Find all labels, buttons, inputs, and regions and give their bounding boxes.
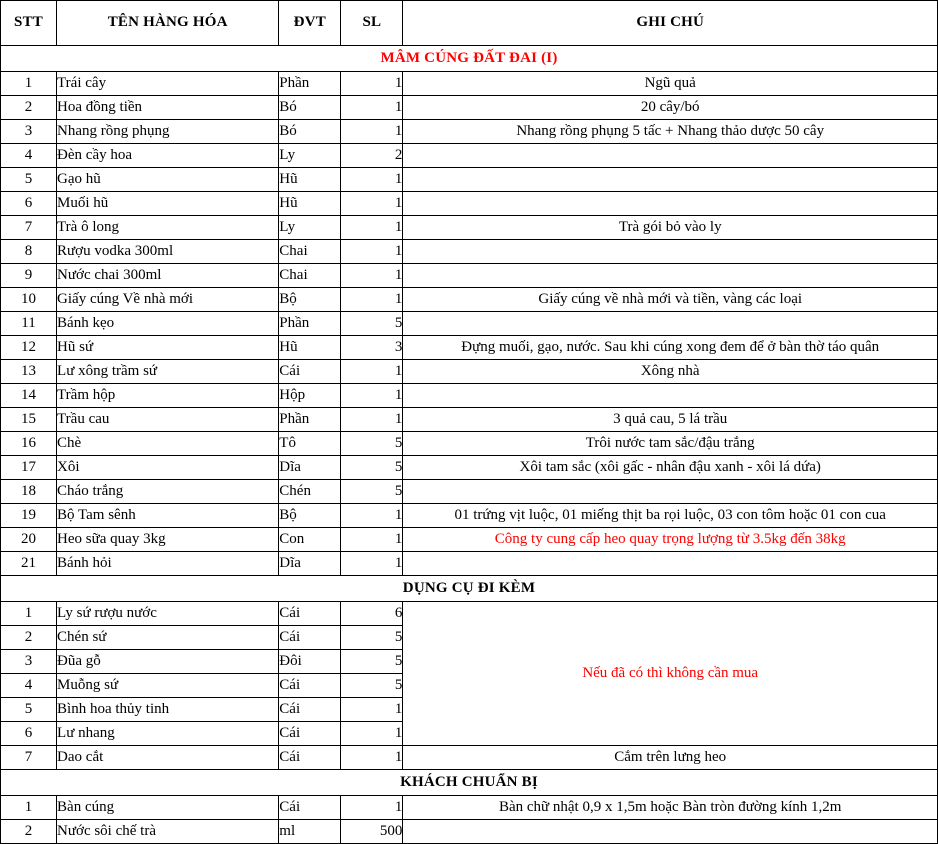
table-row [1, 746, 938, 770]
column-header-name: TÊN HÀNG HÓA [57, 1, 279, 46]
cell-dvt: Cái [279, 360, 341, 384]
cell-sl: 1 [341, 384, 403, 408]
cell-name: Trầm hộp [57, 384, 279, 408]
cell-name: Dao cắt [57, 746, 279, 770]
table-row [1, 456, 938, 480]
cell-stt: 6 [1, 192, 57, 216]
cell-dvt: Cái [279, 698, 341, 722]
cell-dvt: Bó [279, 120, 341, 144]
cell-note [403, 168, 938, 192]
cell-dvt: Cái [279, 602, 341, 626]
cell-sl: 1 [341, 96, 403, 120]
cell-dvt: Ly [279, 144, 341, 168]
cell-stt: 16 [1, 432, 57, 456]
table-row [1, 216, 938, 240]
cell-name: Đèn cầy hoa [57, 144, 279, 168]
cell-dvt: Cái [279, 626, 341, 650]
cell-sl: 1 [341, 120, 403, 144]
cell-name: Bộ Tam sênh [57, 504, 279, 528]
cell-stt: 20 [1, 528, 57, 552]
cell-stt: 17 [1, 456, 57, 480]
section-title-row [1, 576, 938, 602]
cell-stt: 7 [1, 746, 57, 770]
cell-sl: 1 [341, 698, 403, 722]
cell-note: Bàn chữ nhật 0,9 x 1,5m hoặc Bàn tròn đường kính 1,2m [403, 796, 938, 820]
cell-sl: 1 [341, 216, 403, 240]
cell-stt: 4 [1, 144, 57, 168]
table-row [1, 144, 938, 168]
table-row [1, 288, 938, 312]
cell-note [403, 240, 938, 264]
cell-sl: 500 [341, 820, 403, 844]
table-row [1, 820, 938, 844]
cell-stt: 13 [1, 360, 57, 384]
cell-dvt: Hũ [279, 192, 341, 216]
cell-dvt: Cái [279, 796, 341, 820]
table-body [1, 46, 938, 844]
cell-sl: 1 [341, 264, 403, 288]
table-row [1, 432, 938, 456]
cell-name: Hoa đồng tiền [57, 96, 279, 120]
cell-stt: 19 [1, 504, 57, 528]
cell-note: Ngũ quả [403, 72, 938, 96]
table-row [1, 312, 938, 336]
cell-dvt: Phần [279, 408, 341, 432]
table-row [1, 192, 938, 216]
cell-name: Bánh hỏi [57, 552, 279, 576]
table-row [1, 96, 938, 120]
cell-sl: 3 [341, 336, 403, 360]
cell-sl: 1 [341, 504, 403, 528]
cell-dvt: Phần [279, 312, 341, 336]
table-row [1, 796, 938, 820]
cell-sl: 5 [341, 626, 403, 650]
section-title-row [1, 770, 938, 796]
cell-name: Nước chai 300ml [57, 264, 279, 288]
cell-dvt: Bó [279, 96, 341, 120]
cell-name: Bánh kẹo [57, 312, 279, 336]
cell-dvt: Dĩa [279, 552, 341, 576]
cell-note: Trôi nước tam sắc/đậu trắng [403, 432, 938, 456]
cell-note [403, 820, 938, 844]
cell-sl: 1 [341, 168, 403, 192]
cell-name: Muối hũ [57, 192, 279, 216]
cell-stt: 7 [1, 216, 57, 240]
cell-name: Muỗng sứ [57, 674, 279, 698]
cell-dvt: Hũ [279, 168, 341, 192]
table-row [1, 528, 938, 552]
cell-note: Xôi tam sắc (xôi gấc - nhân đậu xanh - xôi lá dứa) [403, 456, 938, 480]
cell-dvt: Dĩa [279, 456, 341, 480]
cell-sl: 1 [341, 360, 403, 384]
cell-note: 01 trứng vịt luộc, 01 miếng thịt ba rọi luộc, 03 con tôm hoặc 01 con cua [403, 504, 938, 528]
cell-stt: 1 [1, 602, 57, 626]
cell-dvt: Bộ [279, 288, 341, 312]
cell-sl: 5 [341, 432, 403, 456]
column-header-sl: SL [341, 1, 403, 46]
cell-note: Công ty cung cấp heo quay trọng lượng từ 3.5kg đến 38kg [403, 528, 938, 552]
cell-name: Rượu vodka 300ml [57, 240, 279, 264]
cell-sl: 5 [341, 674, 403, 698]
cell-stt: 1 [1, 72, 57, 96]
cell-sl: 5 [341, 480, 403, 504]
cell-name: Nhang rồng phụng [57, 120, 279, 144]
table-row [1, 408, 938, 432]
cell-note: Trà gói bỏ vào ly [403, 216, 938, 240]
cell-note-merged: Nếu đã có thì không cần mua [403, 602, 938, 746]
cell-dvt: Chai [279, 240, 341, 264]
cell-dvt: Chén [279, 480, 341, 504]
cell-name: Nước sôi chế trà [57, 820, 279, 844]
cell-dvt: Hũ [279, 336, 341, 360]
column-header-note: GHI CHÚ [403, 1, 938, 46]
table-row [1, 360, 938, 384]
cell-sl: 1 [341, 408, 403, 432]
table-row [1, 336, 938, 360]
cell-stt: 18 [1, 480, 57, 504]
table-header [1, 1, 938, 46]
cell-stt: 8 [1, 240, 57, 264]
cell-sl: 1 [341, 288, 403, 312]
cell-dvt: Chai [279, 264, 341, 288]
cell-stt: 14 [1, 384, 57, 408]
cell-name: Gạo hũ [57, 168, 279, 192]
section-title: DỤNG CỤ ĐI KÈM [1, 576, 938, 602]
cell-sl: 1 [341, 552, 403, 576]
table-row [1, 480, 938, 504]
cell-dvt: Phần [279, 72, 341, 96]
table-row [1, 384, 938, 408]
cell-dvt: Con [279, 528, 341, 552]
cell-stt: 15 [1, 408, 57, 432]
cell-note: Xông nhà [403, 360, 938, 384]
cell-stt: 11 [1, 312, 57, 336]
cell-dvt: Cái [279, 722, 341, 746]
cell-stt: 5 [1, 168, 57, 192]
cell-note [403, 552, 938, 576]
cell-note [403, 264, 938, 288]
cell-stt: 5 [1, 698, 57, 722]
cell-note [403, 192, 938, 216]
table-row [1, 504, 938, 528]
cell-note: 20 cây/bó [403, 96, 938, 120]
cell-dvt: Cái [279, 746, 341, 770]
cell-stt: 10 [1, 288, 57, 312]
cell-sl: 2 [341, 144, 403, 168]
cell-sl: 1 [341, 746, 403, 770]
table-row [1, 72, 938, 96]
cell-note: Nhang rồng phụng 5 tấc + Nhang thảo dược 50 cây [403, 120, 938, 144]
cell-name: Đũa gỗ [57, 650, 279, 674]
table-row [1, 120, 938, 144]
column-header-dvt: ĐVT [279, 1, 341, 46]
table-row [1, 240, 938, 264]
cell-name: Trái cây [57, 72, 279, 96]
cell-dvt: Ly [279, 216, 341, 240]
cell-note: 3 quả cau, 5 lá trầu [403, 408, 938, 432]
cell-note [403, 144, 938, 168]
cell-dvt: Cái [279, 674, 341, 698]
cell-stt: 4 [1, 674, 57, 698]
cell-stt: 12 [1, 336, 57, 360]
cell-sl: 5 [341, 456, 403, 480]
cell-note [403, 480, 938, 504]
cell-stt: 2 [1, 820, 57, 844]
cell-name: Lư nhang [57, 722, 279, 746]
cell-name: Giấy cúng Về nhà mới [57, 288, 279, 312]
cell-name: Chè [57, 432, 279, 456]
cell-stt: 3 [1, 650, 57, 674]
cell-stt: 21 [1, 552, 57, 576]
column-header-stt: STT [1, 1, 57, 46]
cell-sl: 6 [341, 602, 403, 626]
cell-sl: 1 [341, 528, 403, 552]
cell-sl: 5 [341, 650, 403, 674]
cell-stt: 3 [1, 120, 57, 144]
cell-name: Ly sứ rượu nước [57, 602, 279, 626]
table-row [1, 602, 938, 626]
cell-name: Trầu cau [57, 408, 279, 432]
cell-stt: 2 [1, 96, 57, 120]
section-title: KHÁCH CHUẨN BỊ [1, 770, 938, 796]
section-title: MÂM CÚNG ĐẤT ĐAI (I) [1, 46, 938, 72]
cell-name: Lư xông trầm sứ [57, 360, 279, 384]
cell-sl: 1 [341, 72, 403, 96]
table-header-row [1, 1, 938, 46]
cell-dvt: Bộ [279, 504, 341, 528]
cell-name: Trà ô long [57, 216, 279, 240]
cell-sl: 1 [341, 240, 403, 264]
cell-note [403, 312, 938, 336]
cell-name: Bàn cúng [57, 796, 279, 820]
cell-sl: 1 [341, 192, 403, 216]
cell-name: Hũ sứ [57, 336, 279, 360]
cell-stt: 2 [1, 626, 57, 650]
cell-note: Cắm trên lưng heo [403, 746, 938, 770]
cell-note: Giấy cúng về nhà mới và tiền, vàng các loại [403, 288, 938, 312]
table-row [1, 168, 938, 192]
cell-dvt: Tô [279, 432, 341, 456]
cell-dvt: Đôi [279, 650, 341, 674]
cell-name: Xôi [57, 456, 279, 480]
cell-name: Heo sữa quay 3kg [57, 528, 279, 552]
table-row [1, 264, 938, 288]
cell-stt: 1 [1, 796, 57, 820]
cell-note [403, 384, 938, 408]
table-row [1, 552, 938, 576]
cell-stt: 6 [1, 722, 57, 746]
cell-name: Chén sứ [57, 626, 279, 650]
cell-sl: 5 [341, 312, 403, 336]
section-title-row [1, 46, 938, 72]
cell-sl: 1 [341, 722, 403, 746]
cell-dvt: ml [279, 820, 341, 844]
cell-stt: 9 [1, 264, 57, 288]
cell-name: Cháo trắng [57, 480, 279, 504]
cell-dvt: Hộp [279, 384, 341, 408]
cell-name: Bình hoa thủy tinh [57, 698, 279, 722]
cell-note: Đựng muối, gạo, nước. Sau khi cúng xong đem để ở bàn thờ táo quân [403, 336, 938, 360]
cell-sl: 1 [341, 796, 403, 820]
